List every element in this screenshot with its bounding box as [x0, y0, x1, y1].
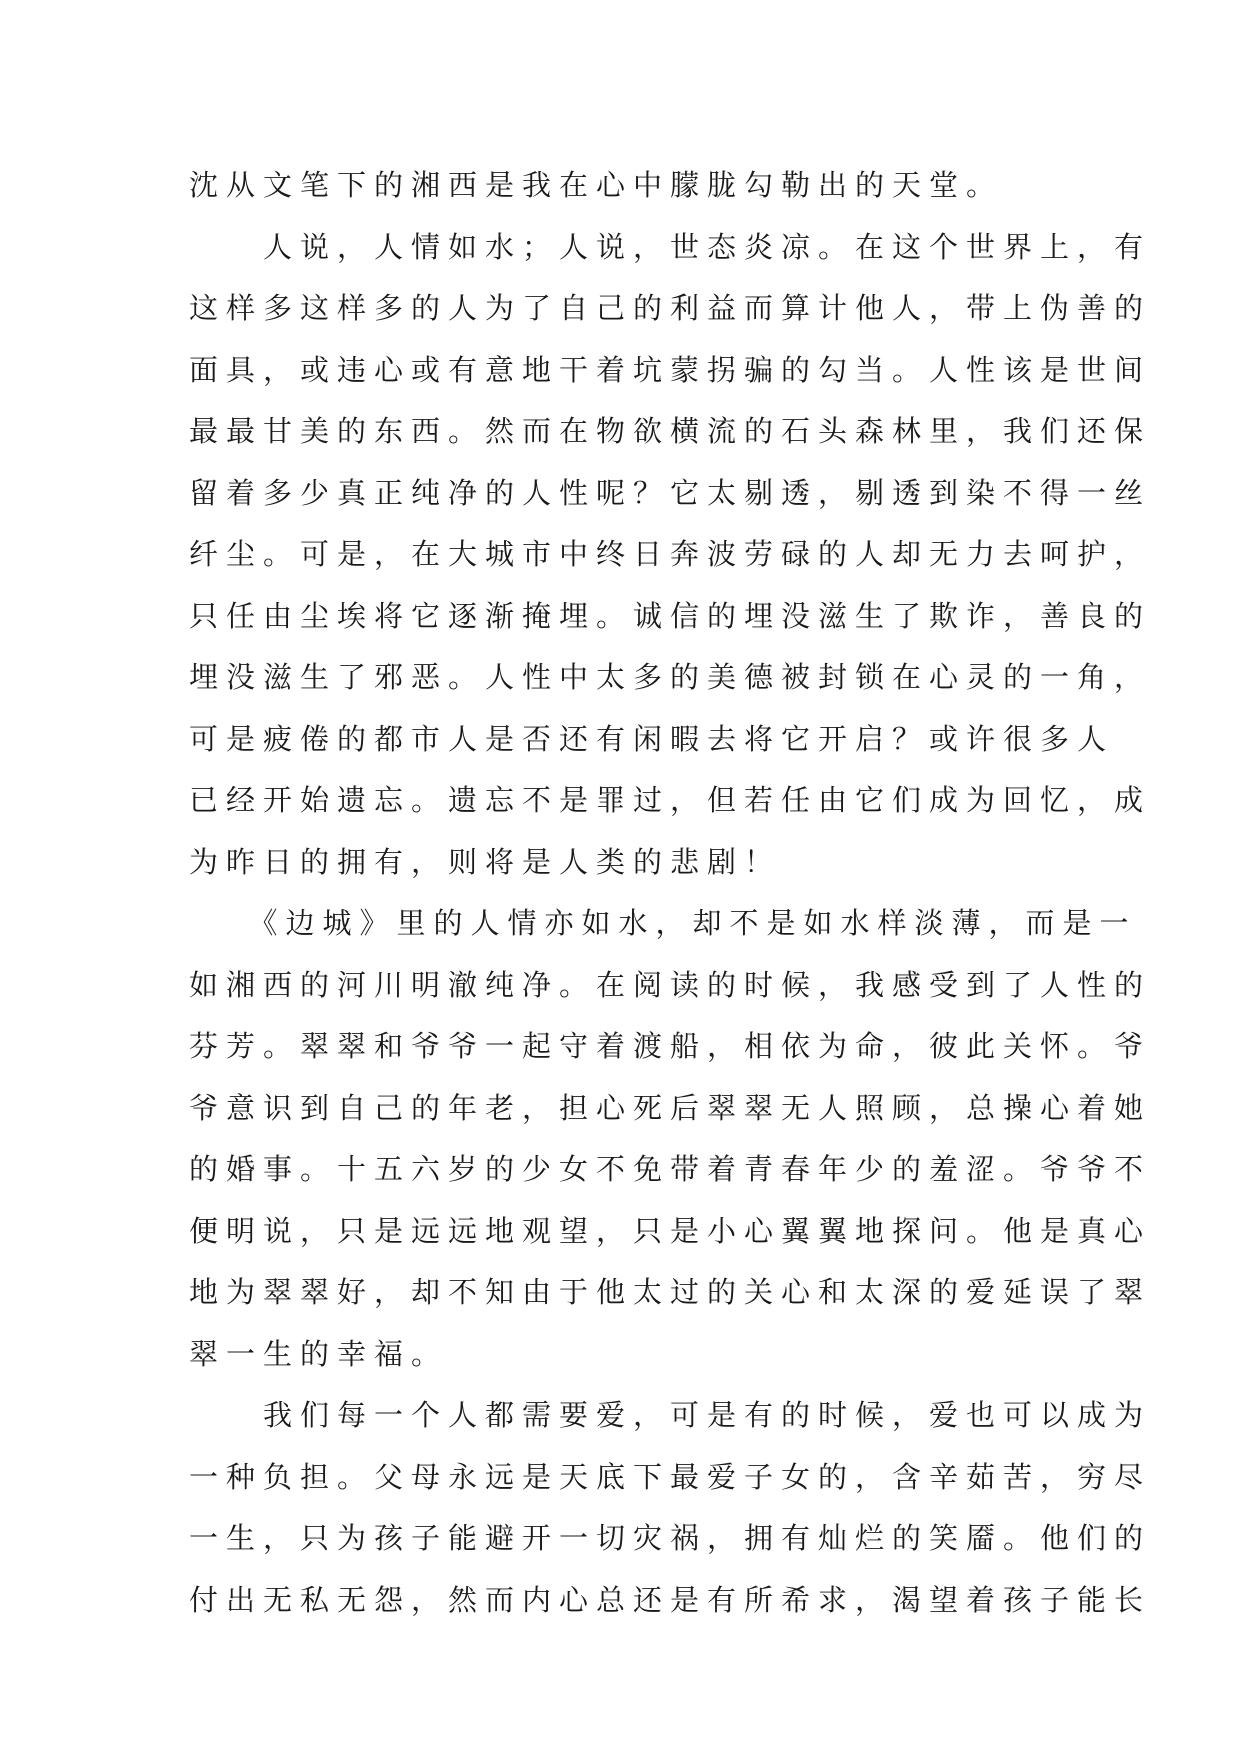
text-line: 如湘西的河川明澈纯净。在阅读的时候，我感受到了人性的 [189, 967, 1152, 1002]
text-line: 我们每一个人都需要爱，可是有的时候，爱也可以成为 [189, 1398, 1152, 1432]
text-line: 可是疲倦的都市人是否还有闲暇去将它开启？或许很多人 [189, 721, 1115, 756]
text-line: 最最甘美的东西。然而在物欲横流的石头森林里，我们还保 [189, 414, 1152, 448]
text-line: 人说，人情如水；人说，世态炎凉。在这个世界上，有 [189, 229, 1152, 264]
text-line: 付出无私无怨，然而内心总还是有所希求，渴望着孩子能长 [189, 1582, 1152, 1617]
text-line: 便明说，只是远远地观望，只是小心翼翼地探问。他是真心 [189, 1213, 1152, 1248]
text-line: 纤尘。可是，在大城市中终日奔波劳碌的人却无力去呵护， [189, 537, 1152, 571]
text-line: 芬芳。翠翠和爷爷一起守着渡船，相依为命，彼此关怀。爷 [189, 1029, 1152, 1063]
text-line: 为昨日的拥有，则将是人类的悲剧！ [189, 844, 782, 879]
body-text [189, 155, 1152, 1631]
text-line: 一生，只为孩子能避开一切灾祸，拥有灿烂的笑靥。他们的 [189, 1521, 1152, 1555]
text-line: 地为翠翠好，却不知由于他太过的关心和太深的爱延误了翠 [189, 1275, 1152, 1309]
text-line: 《边城》里的人情亦如水，却不是如水样淡薄，而是一 [189, 906, 1137, 940]
text-line: 这样多这样多的人为了自己的利益而算计他人，带上伪善的 [189, 291, 1152, 325]
text-line: 只任由尘埃将它逐渐掩埋。诚信的埋没滋生了欺诈，善良的 [189, 598, 1152, 633]
text-line: 已经开始遗忘。遗忘不是罪过，但若任由它们成为回忆，成 [189, 783, 1152, 817]
text-line: 沈从文笔下的湘西是我在心中朦胧勾勒出的天堂。 [189, 168, 1004, 202]
text-line: 爷意识到自己的年老，担心死后翠翠无人照顾，总操心着她 [189, 1090, 1152, 1125]
text-line: 留着多少真正纯净的人性呢？它太剔透，剔透到染不得一丝 [189, 475, 1152, 510]
text-line: 一种负担。父母永远是天底下最爱子女的，含辛茹苦，穷尽 [189, 1459, 1152, 1494]
text-line: 埋没滋生了邪恶。人性中太多的美德被封锁在心灵的一角， [189, 660, 1152, 694]
text-line: 翠一生的幸福。 [189, 1336, 449, 1371]
text-line: 面具，或违心或有意地干着坑蒙拐骗的勾当。人性该是世间 [189, 352, 1152, 387]
text-line: 的婚事。十五六岁的少女不免带着青春年少的羞涩。爷爷不 [189, 1152, 1152, 1186]
